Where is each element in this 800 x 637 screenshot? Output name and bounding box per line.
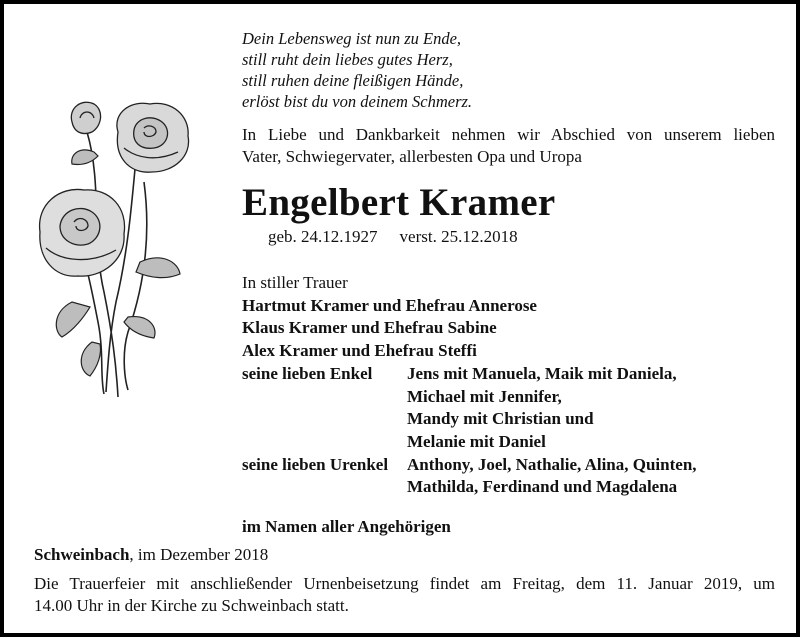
place-date (34, 544, 268, 566)
great-grandchildren-line: Mathilda, Ferdinand und Magdalena (407, 477, 678, 497)
grandchildren-line: Jens mit Manuela, Maik mit Daniela, (407, 363, 677, 383)
great-grandchildren-line: Anthony, Joel, Nathalie, Alina, Quinten, (407, 454, 697, 474)
grandchildren-line: Michael mit Jennifer, (407, 386, 562, 406)
farewell-intro (242, 124, 775, 168)
family-line: Klaus Kramer und Ehefrau Sabine (242, 318, 497, 338)
mourning-intro: In stiller Trauer (242, 273, 348, 292)
ceremony-line: Die Trauerfeier mit anschließender Urnenbeisetzung findet am Freitag, dem 11. Januar 2019, um (34, 574, 775, 593)
roses-drawing-icon (32, 92, 200, 402)
intro-line: In Liebe und Dankbarkeit nehmen wir Abschied von unserem lieben (242, 125, 775, 144)
poem-line: still ruhen deine fleißigen Hände, (242, 71, 464, 90)
poem (242, 28, 642, 112)
month-year: , im Dezember 2018 (129, 545, 269, 564)
grandchildren-line: Melanie mit Daniel (407, 431, 546, 451)
poem-line: still ruht dein liebes gutes Herz, (242, 50, 453, 69)
great-grandchildren-label: seine lieben Urenkel (242, 454, 389, 474)
intro-line: Vater, Schwiegervater, allerbesten Opa und Uropa (242, 147, 582, 166)
death-date: verst. 25.12.2018 (399, 227, 518, 246)
life-dates (268, 226, 518, 248)
family-line: Alex Kramer und Ehefrau Steffi (242, 341, 477, 361)
deceased-name: Engelbert Kramer (242, 181, 556, 224)
grandchildren-label: seine lieben Enkel (242, 363, 373, 383)
mourners-list (242, 272, 762, 499)
birth-date: geb. 24.12.1927 (268, 227, 378, 246)
family-line: Hartmut Kramer und Ehefrau Annerose (242, 295, 537, 315)
ceremony-info (34, 573, 775, 617)
closing-line: im Namen aller Angehörigen (242, 517, 451, 536)
ceremony-line: 14.00 Uhr in der Kirche zu Schweinbach statt. (34, 596, 349, 615)
grandchildren-line: Mandy mit Christian und (407, 409, 594, 429)
poem-line: Dein Lebensweg ist nun zu Ende, (242, 29, 462, 48)
great-grandchildren-list (407, 454, 762, 499)
poem-line: erlöst bist du von deinem Schmerz. (242, 92, 473, 111)
grandchildren-list (407, 363, 762, 454)
town-name: Schweinbach (34, 545, 130, 564)
grandchildren-block (242, 363, 762, 499)
